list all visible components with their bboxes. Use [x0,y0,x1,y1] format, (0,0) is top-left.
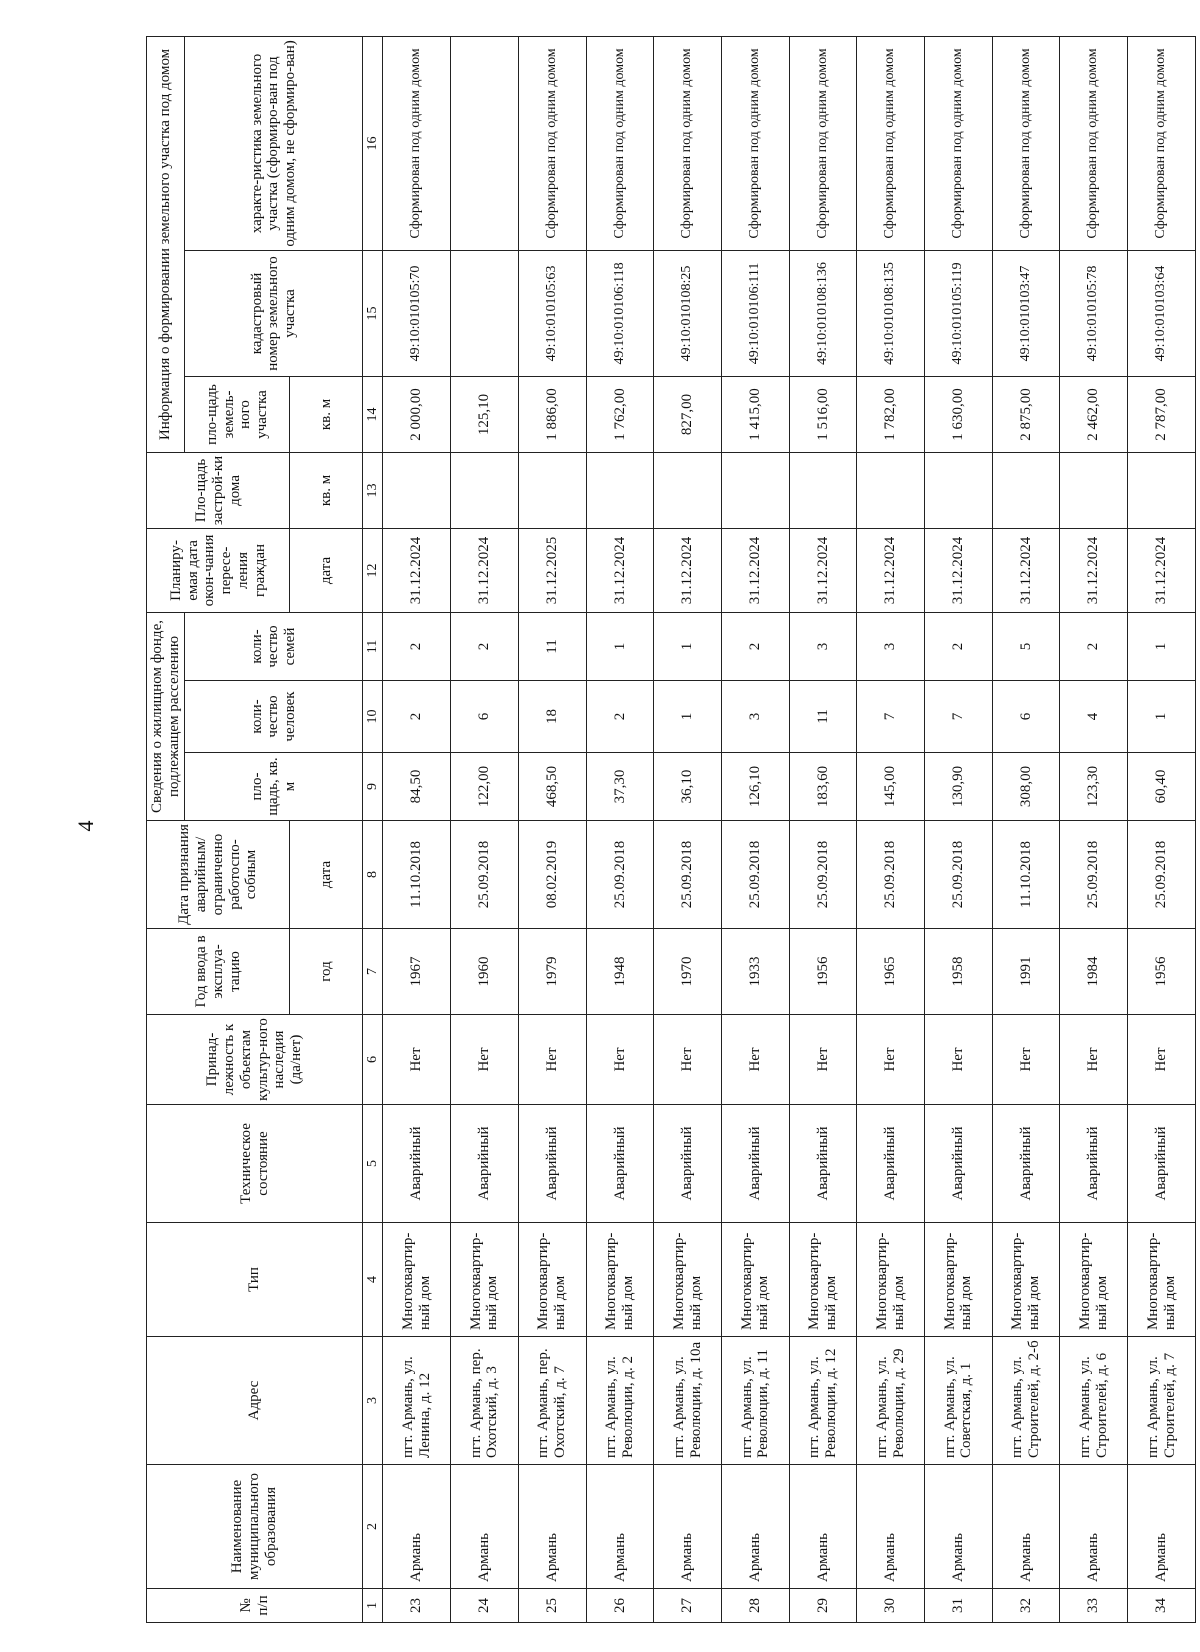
people-cell: 1 [1128,681,1196,753]
people-cell: 3 [721,681,789,753]
build-area-cell [857,452,925,528]
tech-state-cell: Аварийный [789,1105,857,1223]
people-cell: 2 [383,681,451,753]
type-cell: Многоквартир-ный дом [721,1223,789,1337]
tech-state-cell: Аварийный [857,1105,925,1223]
housing-table [146,36,1196,1623]
tech-state-cell: Аварийный [383,1105,451,1223]
column-number: 14 [363,376,383,452]
column-number: 15 [363,250,383,376]
table-row [1128,36,1196,1622]
families-cell: 2 [925,612,993,680]
municipality-cell: Армань [925,1465,993,1589]
header-municipality: Наименование муниципального образования [147,1465,363,1589]
planned-date-cell: 31.12.2024 [789,528,857,612]
year-cell: 1965 [857,929,925,1015]
build-area-cell [789,452,857,528]
address-cell: пгт. Армань, пер. Охотский, д. 3 [451,1337,519,1465]
cadastral-cell: 49:10:010105:78 [1060,250,1128,376]
land-char-cell: Сформирован под одним домом [586,36,654,250]
housing-table-sheet [146,37,1196,1623]
row-number: 26 [586,1589,654,1623]
tech-state-cell: Аварийный [1060,1105,1128,1223]
address-cell: пгт. Армань, пер. Охотский, д. 7 [518,1337,586,1465]
type-cell: Многоквартир-ный дом [1128,1223,1196,1337]
column-number: 4 [363,1223,383,1337]
land-char-cell: Сформирован под одним домом [789,36,857,250]
cadastral-cell: 49:10:010108:25 [654,250,722,376]
people-cell: 18 [518,681,586,753]
area-cell: 183,60 [789,753,857,821]
families-cell: 2 [383,612,451,680]
emergency-date-cell: 25.09.2018 [789,821,857,929]
address-cell: пгт. Армань, ул. Революции, д. 11 [721,1337,789,1465]
emergency-date-cell: 11.10.2018 [383,821,451,929]
header-address: Адрес [147,1337,363,1465]
land-char-cell: Сформирован под одним домом [992,36,1060,250]
type-cell: Многоквартир-ный дом [451,1223,519,1337]
municipality-cell: Армань [721,1465,789,1589]
people-cell: 6 [992,681,1060,753]
build-area-cell [654,452,722,528]
year-cell: 1958 [925,929,993,1015]
land-area-cell: 1 762,00 [586,376,654,452]
build-area-cell [721,452,789,528]
area-cell: 130,90 [925,753,993,821]
planned-date-cell: 31.12.2025 [518,528,586,612]
row-number: 24 [451,1589,519,1623]
municipality-cell: Армань [383,1465,451,1589]
cadastral-cell [451,250,519,376]
people-cell: 4 [1060,681,1128,753]
column-number: 10 [363,681,383,753]
row-number: 33 [1060,1589,1128,1623]
heritage-cell: Нет [857,1015,925,1105]
row-number: 34 [1128,1589,1196,1623]
families-cell: 1 [654,612,722,680]
address-cell: пгт. Армань, ул. Ленина, д. 12 [383,1337,451,1465]
land-char-cell: Сформирован под одним домом [1060,36,1128,250]
land-area-cell: 1 630,00 [925,376,993,452]
emergency-date-cell: 25.09.2018 [451,821,519,929]
header-families: коли-чество семей [185,612,363,680]
type-cell: Многоквартир-ный дом [654,1223,722,1337]
table-row [789,36,857,1622]
cadastral-cell: 49:10:010108:135 [857,250,925,376]
header-type: Тип [147,1223,363,1337]
land-char-cell: Сформирован под одним домом [654,36,722,250]
land-area-cell: 1 782,00 [857,376,925,452]
area-cell: 308,00 [992,753,1060,821]
build-area-cell [992,452,1060,528]
header-land-info: Информация о формировании земельного участка под домом [147,36,185,452]
column-number: 9 [363,753,383,821]
type-cell: Многоквартир-ный дом [1060,1223,1128,1337]
families-cell: 11 [518,612,586,680]
municipality-cell: Армань [654,1465,722,1589]
column-number: 8 [363,821,383,929]
table-row [721,36,789,1622]
people-cell: 7 [925,681,993,753]
column-number: 3 [363,1337,383,1465]
land-area-cell: 2 875,00 [992,376,1060,452]
families-cell: 2 [721,612,789,680]
land-area-cell: 2 787,00 [1128,376,1196,452]
address-cell: пгт. Армань, ул. Строителей, д. 2-б [992,1337,1060,1465]
land-char-cell: Сформирован под одним домом [925,36,993,250]
planned-date-cell: 31.12.2024 [586,528,654,612]
area-cell: 36,10 [654,753,722,821]
municipality-cell: Армань [1128,1465,1196,1589]
header-heritage: Принад-лежность к объектам культур-ного наследия (да/нет) [147,1015,363,1105]
header-people: коли-чество человек [185,681,363,753]
header-land-char: характе-ристика земельного участка (сформиро-ван под одним домом, не сформиро-ван) [185,36,363,250]
build-area-cell [925,452,993,528]
area-cell: 145,00 [857,753,925,821]
type-cell: Многоквартир-ный дом [383,1223,451,1337]
year-cell: 1960 [451,929,519,1015]
type-cell: Многоквартир-ный дом [518,1223,586,1337]
year-cell: 1979 [518,929,586,1015]
municipality-cell: Армань [1060,1465,1128,1589]
build-area-cell [518,452,586,528]
header-planned-date: Планиру-емая дата окон-чания пересе-ления граждан [147,528,290,612]
planned-date-cell: 31.12.2024 [1060,528,1128,612]
column-number: 7 [363,929,383,1015]
type-cell: Многоквартир-ный дом [789,1223,857,1337]
land-char-cell [451,36,519,250]
heritage-cell: Нет [451,1015,519,1105]
address-cell: пгт. Армань, ул. Революции, д. 12 [789,1337,857,1465]
row-number: 32 [992,1589,1060,1623]
planned-date-cell: 31.12.2024 [383,528,451,612]
year-cell: 1991 [992,929,1060,1015]
header-unit-planned-date: дата [290,528,363,612]
header-land-area: пло-щадь земель-ного участка [185,376,290,452]
column-number-row [363,36,383,1622]
row-number: 23 [383,1589,451,1623]
tech-state-cell: Аварийный [451,1105,519,1223]
header-emergency-date: Дата признания аварийным/ ограниченно работоспо-собным [147,821,290,929]
table-row [586,36,654,1622]
type-cell: Многоквартир-ный дом [925,1223,993,1337]
table-row [857,36,925,1622]
build-area-cell [383,452,451,528]
heritage-cell: Нет [518,1015,586,1105]
table-row [383,36,451,1622]
planned-date-cell: 31.12.2024 [925,528,993,612]
column-number: 16 [363,36,383,250]
area-cell: 468,50 [518,753,586,821]
header-unit-build-area: кв. м [290,452,363,528]
land-char-cell: Сформирован под одним домом [518,36,586,250]
heritage-cell: Нет [1060,1015,1128,1105]
column-number: 5 [363,1105,383,1223]
address-cell: пгт. Армань, ул. Строителей, д. 6 [1060,1337,1128,1465]
municipality-cell: Армань [992,1465,1060,1589]
heritage-cell: Нет [789,1015,857,1105]
tech-state-cell: Аварийный [518,1105,586,1223]
emergency-date-cell: 25.09.2018 [586,821,654,929]
cadastral-cell: 49:10:010103:64 [1128,250,1196,376]
planned-date-cell: 31.12.2024 [654,528,722,612]
cadastral-cell: 49:10:010105:70 [383,250,451,376]
land-area-cell: 1 886,00 [518,376,586,452]
people-cell: 1 [654,681,722,753]
table-row [925,36,993,1622]
build-area-cell [586,452,654,528]
families-cell: 3 [857,612,925,680]
page-number: 4 [73,820,98,832]
planned-date-cell: 31.12.2024 [721,528,789,612]
row-number: 25 [518,1589,586,1623]
table-row [518,36,586,1622]
table-row [992,36,1060,1622]
planned-date-cell: 31.12.2024 [857,528,925,612]
row-number: 27 [654,1589,722,1623]
emergency-date-cell: 25.09.2018 [654,821,722,929]
families-cell: 5 [992,612,1060,680]
column-number: 2 [363,1465,383,1589]
area-cell: 123,30 [1060,753,1128,821]
land-area-cell: 125,10 [451,376,519,452]
table-row [1060,36,1128,1622]
people-cell: 2 [586,681,654,753]
area-cell: 84,50 [383,753,451,821]
year-cell: 1933 [721,929,789,1015]
planned-date-cell: 31.12.2024 [992,528,1060,612]
heritage-cell: Нет [992,1015,1060,1105]
families-cell: 1 [1128,612,1196,680]
tech-state-cell: Аварийный [654,1105,722,1223]
area-cell: 60,40 [1128,753,1196,821]
address-cell: пгт. Армань, ул. Революции, д. 2 [586,1337,654,1465]
land-char-cell: Сформирован под одним домом [383,36,451,250]
cadastral-cell: 49:10:010108:136 [789,250,857,376]
municipality-cell: Армань [586,1465,654,1589]
families-cell: 1 [586,612,654,680]
column-number: 1 [363,1589,383,1623]
people-cell: 6 [451,681,519,753]
families-cell: 2 [1060,612,1128,680]
address-cell: пгт. Армань, ул. Строителей, д. 7 [1128,1337,1196,1465]
emergency-date-cell: 08.02.2019 [518,821,586,929]
tech-state-cell: Аварийный [925,1105,993,1223]
table-row [451,36,519,1622]
row-number: 28 [721,1589,789,1623]
area-cell: 37,30 [586,753,654,821]
heritage-cell: Нет [925,1015,993,1105]
year-cell: 1967 [383,929,451,1015]
cadastral-cell: 49:10:010106:111 [721,250,789,376]
type-cell: Многоквартир-ный дом [992,1223,1060,1337]
area-cell: 122,00 [451,753,519,821]
emergency-date-cell: 25.09.2018 [1060,821,1128,929]
build-area-cell [1060,452,1128,528]
municipality-cell: Армань [789,1465,857,1589]
row-number: 30 [857,1589,925,1623]
land-area-cell: 1 516,00 [789,376,857,452]
emergency-date-cell: 25.09.2018 [857,821,925,929]
families-cell: 2 [451,612,519,680]
planned-date-cell: 31.12.2024 [1128,528,1196,612]
column-number: 12 [363,528,383,612]
header-unit-land-area: кв. м [290,376,363,452]
year-cell: 1970 [654,929,722,1015]
land-area-cell: 827,00 [654,376,722,452]
header-num: № п/п [147,1589,363,1623]
heritage-cell: Нет [721,1015,789,1105]
land-char-cell: Сформирован под одним домом [1128,36,1196,250]
cadastral-cell: 49:10:010105:63 [518,250,586,376]
heritage-cell: Нет [654,1015,722,1105]
year-cell: 1956 [1128,929,1196,1015]
heritage-cell: Нет [383,1015,451,1105]
header-year: Год ввода в эксплуа-тацию [147,929,290,1015]
land-char-cell: Сформирован под одним домом [857,36,925,250]
year-cell: 1948 [586,929,654,1015]
people-cell: 7 [857,681,925,753]
address-cell: пгт. Армань, ул. Революции, д. 10а [654,1337,722,1465]
cadastral-cell: 49:10:010106:118 [586,250,654,376]
year-cell: 1984 [1060,929,1128,1015]
emergency-date-cell: 11.10.2018 [992,821,1060,929]
column-number: 11 [363,612,383,680]
land-area-cell: 2 462,00 [1060,376,1128,452]
people-cell: 11 [789,681,857,753]
header-build-area: Пло-щадь застрой-ки дома [147,452,290,528]
address-cell: пгт. Армань, ул. Советская, д. 1 [925,1337,993,1465]
build-area-cell [451,452,519,528]
municipality-cell: Армань [451,1465,519,1589]
heritage-cell: Нет [1128,1015,1196,1105]
type-cell: Многоквартир-ный дом [586,1223,654,1337]
row-number: 29 [789,1589,857,1623]
emergency-date-cell: 25.09.2018 [721,821,789,929]
cadastral-cell: 49:10:010105:119 [925,250,993,376]
header-unit-year: год [290,929,363,1015]
column-number: 13 [363,452,383,528]
families-cell: 3 [789,612,857,680]
area-cell: 126,10 [721,753,789,821]
header-area: пло-щадь, кв. м [185,753,363,821]
header-cadastral: кадастровый номер земельного участка [185,250,363,376]
header-housing-info: Сведения о жилищном фонде, подлежащем расселению [147,612,185,820]
address-cell: пгт. Армань, ул. Революции, д. 29 [857,1337,925,1465]
tech-state-cell: Аварийный [992,1105,1060,1223]
heritage-cell: Нет [586,1015,654,1105]
municipality-cell: Армань [857,1465,925,1589]
column-number: 6 [363,1015,383,1105]
land-area-cell: 2 000,00 [383,376,451,452]
build-area-cell [1128,452,1196,528]
municipality-cell: Армань [518,1465,586,1589]
planned-date-cell: 31.12.2024 [451,528,519,612]
type-cell: Многоквартир-ный дом [857,1223,925,1337]
tech-state-cell: Аварийный [1128,1105,1196,1223]
table-row [654,36,722,1622]
header-tech-state: Техническое состояние [147,1105,363,1223]
row-number: 31 [925,1589,993,1623]
year-cell: 1956 [789,929,857,1015]
emergency-date-cell: 25.09.2018 [925,821,993,929]
cadastral-cell: 49:10:010103:47 [992,250,1060,376]
tech-state-cell: Аварийный [721,1105,789,1223]
land-char-cell: Сформирован под одним домом [721,36,789,250]
header-unit-date: дата [290,821,363,929]
tech-state-cell: Аварийный [586,1105,654,1223]
land-area-cell: 1 415,00 [721,376,789,452]
emergency-date-cell: 25.09.2018 [1128,821,1196,929]
